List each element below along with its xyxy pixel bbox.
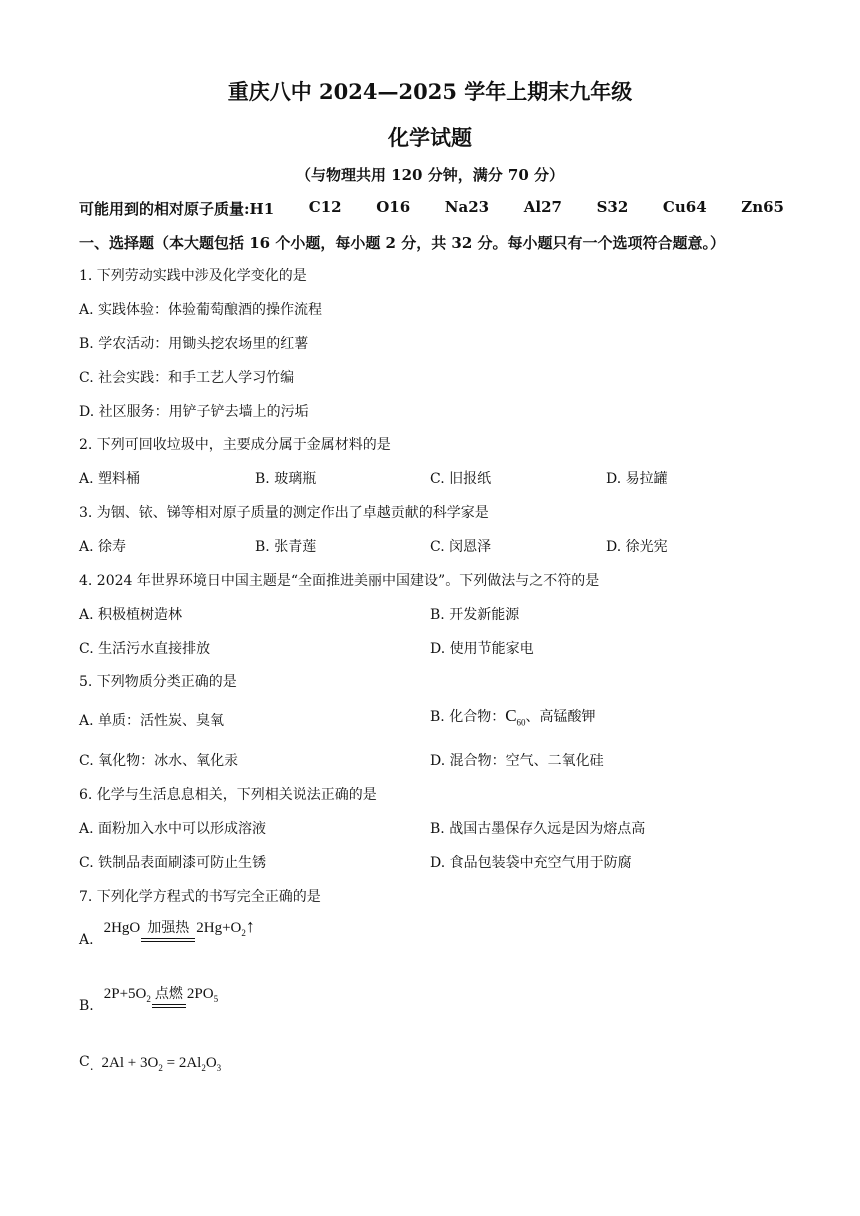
exam-note: （与物理共用 120 分钟，满分 70 分） — [295, 166, 565, 184]
question-7-option-b — [79, 986, 218, 1014]
question-6-option-c: C. 铁制品表面刷漆可防止生锈 — [79, 855, 267, 871]
question-7-option-c — [79, 1054, 221, 1073]
atomic-mass-item: Cu64 — [662, 198, 707, 216]
question-2-option-c: C. 旧报纸 — [430, 471, 492, 487]
equation-c: $2Al + 3O_2 = 2Al_2O_3$ — [101, 1054, 222, 1073]
reaction-condition: 点燃 — [152, 987, 186, 1014]
question-3-option-b: B. 张青莲 — [255, 539, 317, 555]
gas-arrow-icon: ↑ — [245, 916, 255, 936]
question-3-stem: 3. 为铟、铱、锑等相对原子质量的测定作出了卓越贡献的科学家是 — [79, 505, 489, 521]
question-3-option-a: A. 徐寿 — [79, 539, 127, 555]
question-7-stem: 7. 下列化学方程式的书写完全正确的是 — [79, 889, 321, 905]
question-5-stem: 5. 下列物质分类正确的是 — [79, 674, 237, 690]
option-label: $C_.$ — [79, 1054, 94, 1073]
atomic-mass-item: S32 — [596, 198, 629, 216]
question-1-option-d: D. 社区服务：用铲子铲去墙上的污垢 — [79, 404, 309, 420]
atomic-mass-item: Zn65 — [741, 198, 784, 216]
equation-b: $2P+5O_2$ 点燃 $2PO_5$ — [104, 986, 218, 1014]
atomic-mass-item: O16 — [376, 198, 411, 216]
section-heading: 一、选择题（本大题包括 16 个小题，每小题 2 分，共 32 分。每小题只有一个选项符合题意。） — [79, 234, 726, 252]
question-2-option-a: A. 塑料桶 — [79, 471, 141, 487]
question-6-stem: 6. 化学与生活息息相关，下列相关说法正确的是 — [79, 787, 377, 803]
option-label: A. — [79, 932, 94, 948]
c60-formula: $C_{60}$ — [505, 706, 526, 728]
question-4-option-a: A. 积极植树造林 — [79, 607, 183, 623]
question-5-option-b-suffix: 、高锰酸钾 — [525, 709, 596, 725]
question-6-option-a: A. 面粉加入水中可以形成溶液 — [79, 821, 267, 837]
exam-title: 重庆八中 2024—2025 学年上期末九年级 — [227, 79, 633, 104]
question-5-option-b — [430, 706, 596, 727]
atomic-mass-item: C12 — [308, 198, 342, 216]
question-6-option-d: D. 食品包装袋中充空气用于防腐 — [430, 855, 632, 871]
question-6-option-b: B. 战国古墨保存久远是因为熔点高 — [430, 821, 646, 837]
question-4-option-d: D. 使用节能家电 — [430, 641, 534, 657]
question-5-option-a: A. 单质：活性炭、臭氧 — [79, 713, 225, 729]
reaction-condition: 加强热 — [141, 921, 195, 948]
question-2-stem: 2. 下列可回收垃圾中，主要成分属于金属材料的是 — [79, 437, 391, 453]
exam-subject: 化学试题 — [388, 125, 472, 150]
question-5-option-c: C. 氧化物：冰水、氧化汞 — [79, 753, 239, 769]
atomic-mass-item: Na23 — [444, 198, 490, 216]
question-3-option-d: D. 徐光宪 — [606, 539, 668, 555]
question-4-stem: 4. 2024 年世界环境日中国主题是“全面推进美丽中国建设”。下列做法与之不符的是 — [79, 573, 600, 589]
question-2-option-b: B. 玻璃瓶 — [255, 471, 317, 487]
option-label: B. — [79, 998, 94, 1014]
question-1-option-b: B. 学农活动：用锄头挖农场里的红薯 — [79, 336, 309, 352]
atomic-mass-item: Al27 — [523, 198, 562, 216]
question-1-stem: 1. 下列劳动实践中涉及化学变化的是 — [79, 268, 307, 284]
question-4-option-c: C. 生活污水直接排放 — [79, 641, 211, 657]
question-7-option-a — [79, 916, 255, 948]
equation-a: 2HgO 加强热 $2Hg+O_2↑$ — [104, 916, 255, 948]
question-2-option-d: D. 易拉罐 — [606, 471, 668, 487]
atomic-masses — [79, 198, 784, 219]
question-1-option-c: C. 社会实践：和手工艺人学习竹编 — [79, 370, 295, 386]
atomic-masses-label: 可能用到的相对原子质量:H1 — [79, 200, 275, 218]
question-3-option-c: C. 闵恩泽 — [430, 539, 492, 555]
question-5-option-b-prefix: B. 化合物： — [430, 709, 506, 725]
question-5-option-d: D. 混合物：空气、二氧化硅 — [430, 753, 604, 769]
question-1-option-a: A. 实践体验：体验葡萄酿酒的操作流程 — [79, 302, 323, 318]
question-4-option-b: B. 开发新能源 — [430, 607, 520, 623]
